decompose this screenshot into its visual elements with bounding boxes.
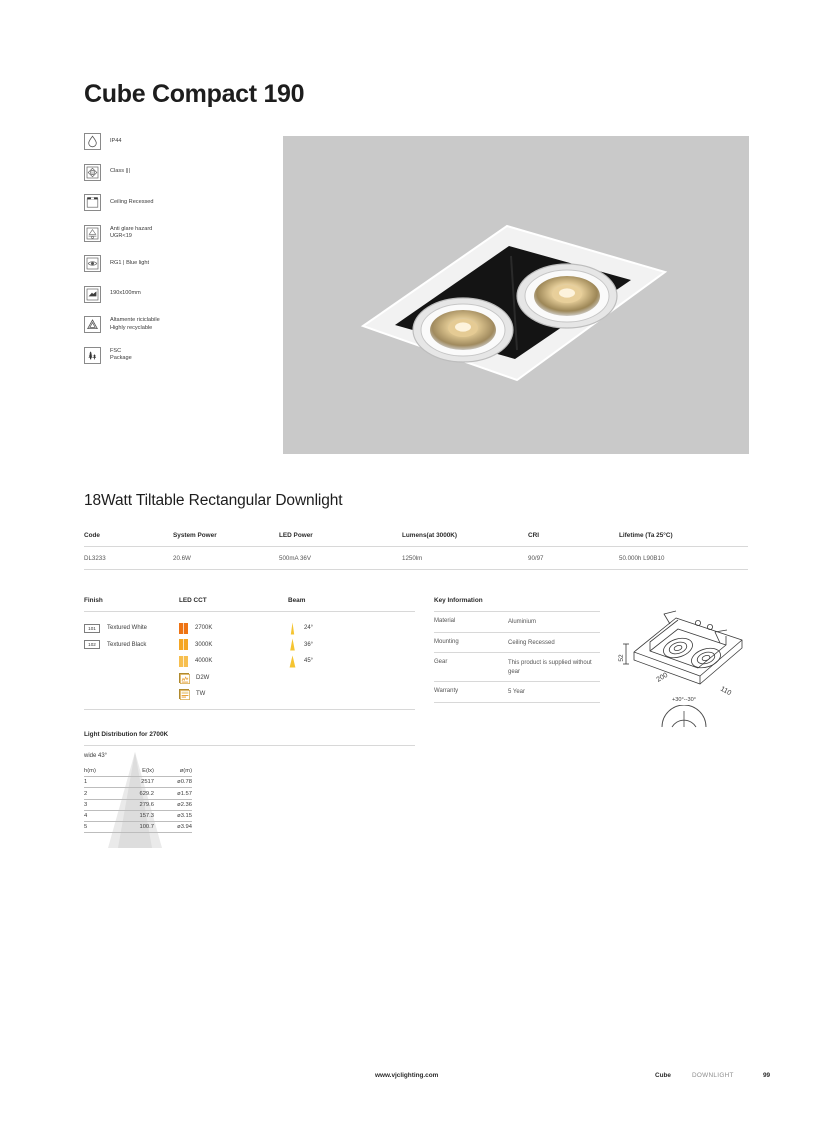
beam-label: 36° bbox=[304, 641, 314, 648]
cell-illuminance: 157.3 bbox=[139, 813, 154, 820]
anti-glare-icon bbox=[84, 225, 101, 242]
feature-line: Altamente riciclabile bbox=[110, 317, 160, 324]
beam-option-45[interactable] bbox=[288, 653, 408, 670]
table-row bbox=[84, 547, 748, 569]
cell-illuminance: 629.2 bbox=[139, 790, 154, 797]
feature-line: RG1 | Blue light bbox=[110, 259, 150, 266]
cell-diameter: ø3.15 bbox=[177, 813, 192, 820]
feature-line: Class ||| bbox=[110, 168, 130, 175]
table-row bbox=[84, 777, 192, 788]
feature-item-fsc bbox=[84, 347, 254, 364]
dimension-depth: 110 bbox=[719, 685, 733, 698]
table-row bbox=[434, 633, 600, 653]
finish-code: 101 bbox=[84, 624, 100, 633]
fixture-illustration bbox=[359, 208, 669, 398]
table-row bbox=[434, 612, 600, 632]
cct-option-2700k[interactable] bbox=[179, 620, 288, 637]
feature-item-dimensions bbox=[84, 286, 254, 303]
cct-option-tw[interactable] bbox=[179, 686, 288, 703]
footer-page-number: 99 bbox=[763, 1072, 771, 1079]
recyclable-icon bbox=[84, 316, 101, 333]
divider bbox=[84, 832, 192, 833]
finish-options bbox=[84, 620, 179, 703]
tunable-white-icon bbox=[179, 689, 189, 699]
light-distribution-title: Light Distribution for 2700K bbox=[84, 731, 169, 738]
table-header-row bbox=[84, 768, 192, 776]
cct-option-3000k[interactable] bbox=[179, 637, 288, 654]
beam-cone-icon bbox=[288, 622, 297, 635]
finish-label: Textured Black bbox=[107, 641, 147, 648]
feature-line: IP44 bbox=[110, 137, 122, 144]
section-subtitle: 18Watt Tiltable Rectangular Downlight bbox=[84, 492, 343, 509]
table-header-row bbox=[84, 532, 748, 546]
finish-code: 102 bbox=[84, 640, 100, 649]
cell-cri: 90/97 bbox=[528, 555, 544, 562]
feature-label bbox=[110, 138, 122, 145]
key-label: Gear bbox=[434, 659, 448, 665]
cell-height: 3 bbox=[84, 801, 88, 808]
feature-item-recyclable bbox=[84, 316, 254, 333]
class-iii-icon bbox=[84, 164, 101, 181]
feature-item-ip44 bbox=[84, 133, 254, 150]
options-header-row bbox=[84, 597, 415, 611]
footer-brand: Cube bbox=[655, 1072, 671, 1079]
divider bbox=[84, 709, 415, 710]
table-row bbox=[84, 822, 192, 833]
cct-label: D2W bbox=[196, 674, 210, 681]
beam-width-label: wide 43° bbox=[84, 753, 108, 759]
column-header-diameter: ø(m) bbox=[179, 768, 192, 774]
footer-category: DOWNLIGHT bbox=[692, 1072, 734, 1079]
feature-item-ceiling-recessed bbox=[84, 194, 254, 211]
cct-options bbox=[179, 620, 288, 703]
beam-cone-icon bbox=[288, 638, 297, 651]
feature-label bbox=[110, 348, 132, 363]
key-information-title: Key Information bbox=[434, 597, 483, 604]
dim-to-warm-icon bbox=[179, 673, 189, 683]
divider bbox=[434, 702, 600, 703]
feature-item-class bbox=[84, 164, 254, 181]
column-header-system-power: System Power bbox=[173, 532, 217, 539]
blue-light-eye-icon bbox=[84, 255, 101, 272]
cell-led-power: 500mA 36V bbox=[279, 555, 311, 562]
cct-label: 4000K bbox=[195, 658, 213, 665]
tilt-arc-icon bbox=[656, 705, 712, 729]
divider bbox=[84, 569, 748, 570]
cct-swatch-icon bbox=[179, 656, 188, 667]
feature-label bbox=[110, 290, 141, 297]
finish-option-102[interactable] bbox=[84, 637, 179, 654]
column-header-lumens: Lumens(at 3000K) bbox=[402, 532, 458, 539]
feature-line: Anti glare hazard bbox=[110, 225, 153, 232]
key-label: Warranty bbox=[434, 688, 459, 694]
table-row bbox=[84, 788, 192, 799]
feature-line: 190x100mm bbox=[110, 290, 141, 297]
feature-label bbox=[110, 168, 130, 175]
feature-item-anti-glare bbox=[84, 225, 254, 242]
column-header-height: h(m) bbox=[84, 768, 96, 774]
table-row bbox=[84, 811, 192, 822]
key-label: Material bbox=[434, 618, 456, 624]
cell-height: 1 bbox=[84, 779, 88, 786]
column-header-cct: LED CCT bbox=[179, 597, 207, 604]
light-distribution-section bbox=[84, 731, 415, 833]
key-value: Aluminium bbox=[508, 619, 537, 625]
product-photo bbox=[283, 136, 749, 454]
cct-swatch-icon bbox=[179, 639, 188, 650]
table-row bbox=[434, 682, 600, 702]
beam-options bbox=[288, 620, 408, 703]
key-value: Ceiling Recessed bbox=[508, 639, 555, 646]
dimension-length: 200 bbox=[655, 671, 670, 684]
page-title: Cube Compact 190 bbox=[84, 80, 305, 108]
feature-line: Highly recyclable bbox=[110, 324, 153, 331]
feature-label bbox=[110, 199, 154, 206]
cell-code: DL3233 bbox=[84, 555, 106, 562]
cell-lumens: 1250lm bbox=[402, 555, 423, 562]
tilt-label: +30°--30° bbox=[672, 697, 696, 703]
finish-option-101[interactable] bbox=[84, 620, 179, 637]
feature-line: Ceiling Recessed bbox=[110, 198, 154, 205]
feature-line: UGR<19 bbox=[110, 233, 132, 239]
feature-line: FSC bbox=[110, 347, 122, 354]
cell-diameter: ø2.36 bbox=[177, 801, 192, 808]
key-value: 5 Year bbox=[508, 689, 526, 695]
cell-height: 2 bbox=[84, 790, 88, 797]
key-value: This product is supplied without gear bbox=[508, 660, 592, 675]
cell-height: 5 bbox=[84, 824, 88, 831]
svg-text:|||: ||| bbox=[91, 170, 94, 175]
dimensions-icon bbox=[84, 286, 101, 303]
finish-label: Textured White bbox=[107, 625, 148, 632]
column-header-code: Code bbox=[84, 532, 100, 539]
cct-swatch-icon bbox=[179, 623, 188, 634]
cell-illuminance: 2517 bbox=[141, 779, 154, 786]
beam-label: 24° bbox=[304, 625, 314, 632]
column-header-lifetime: Lifetime (Ta 25°C) bbox=[619, 532, 673, 539]
cell-illuminance: 100.7 bbox=[139, 824, 154, 831]
column-header-cri: CRI bbox=[528, 532, 540, 539]
key-label: Mounting bbox=[434, 638, 459, 645]
footer-website[interactable]: www.vjclighting.com bbox=[375, 1072, 439, 1079]
feature-line: Package bbox=[110, 355, 132, 361]
options-section bbox=[84, 597, 415, 710]
column-header-led-power: LED Power bbox=[279, 532, 313, 539]
cct-option-d2w[interactable] bbox=[179, 670, 288, 687]
beam-option-36[interactable] bbox=[288, 637, 408, 654]
cell-height: 4 bbox=[84, 813, 88, 820]
cct-label: TW bbox=[196, 691, 206, 698]
cell-lifetime: 50.000h L90B10 bbox=[619, 555, 665, 562]
cct-option-4000k[interactable] bbox=[179, 653, 288, 670]
column-header-illuminance: E(lx) bbox=[142, 768, 154, 774]
cell-diameter: ø3.94 bbox=[177, 824, 192, 831]
cell-diameter: ø1.57 bbox=[177, 790, 192, 797]
column-header-finish: Finish bbox=[84, 597, 103, 604]
cct-label: 2700K bbox=[195, 625, 213, 632]
dimension-height: 52 bbox=[618, 654, 625, 662]
column-header-beam: Beam bbox=[288, 597, 306, 604]
ceiling-recessed-icon bbox=[84, 194, 101, 211]
water-drop-icon bbox=[84, 133, 101, 150]
feature-item-blue-light bbox=[84, 255, 254, 272]
cct-label: 3000K bbox=[195, 641, 213, 648]
beam-label: 45° bbox=[304, 658, 314, 665]
tilt-diagram bbox=[634, 697, 734, 737]
cell-diameter: ø0.78 bbox=[177, 779, 192, 786]
cell-illuminance: 279.6 bbox=[139, 801, 154, 808]
specification-table bbox=[84, 532, 748, 570]
beam-cone-icon bbox=[288, 655, 297, 668]
feature-label bbox=[110, 226, 152, 241]
cell-system-power: 20.6W bbox=[173, 555, 191, 562]
feature-list bbox=[84, 133, 254, 377]
key-information-table bbox=[434, 597, 600, 703]
light-distribution-table bbox=[84, 768, 192, 833]
feature-label bbox=[110, 260, 149, 267]
beam-option-24[interactable] bbox=[288, 620, 408, 637]
table-row bbox=[84, 799, 192, 810]
feature-label bbox=[110, 317, 160, 332]
fsc-package-icon bbox=[84, 347, 101, 364]
table-row bbox=[434, 653, 600, 681]
